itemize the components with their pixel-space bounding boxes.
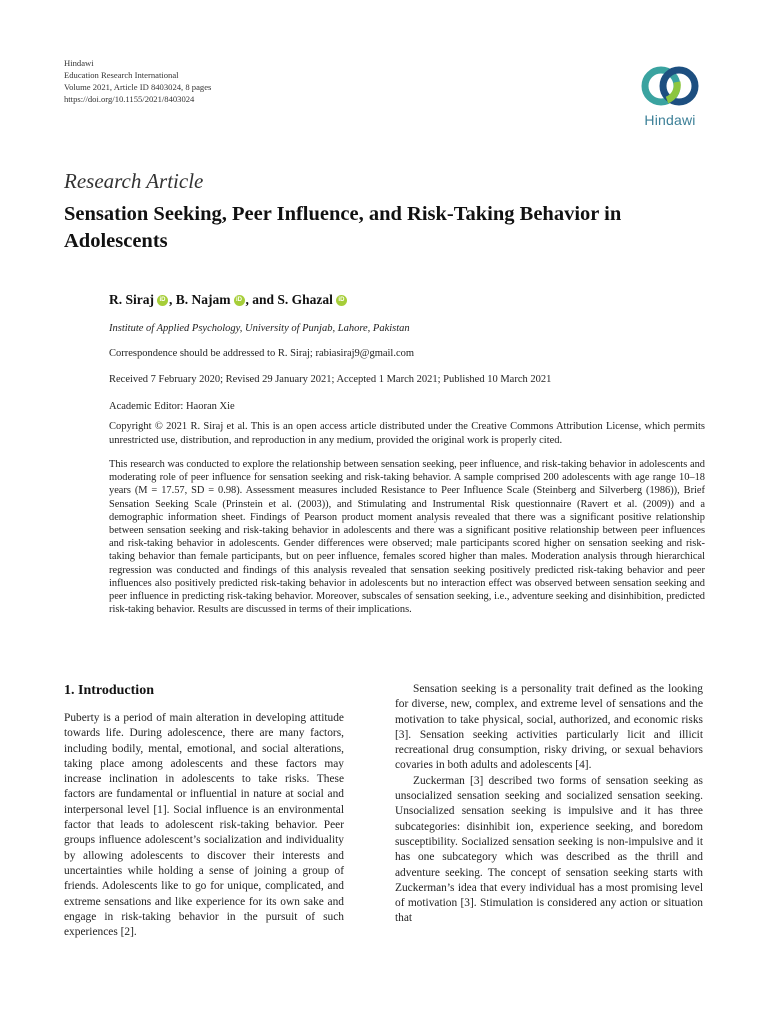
article-title: Sensation Seeking, Peer Influence, and Risk-Taking Behavior in Adolescents (64, 203, 622, 252)
copyright-notice: Copyright © 2021 R. Siraj et al. This is an open access article distributed under the Creative Commons Attribution License, which permits unrestricted use, distribution, and reproduction in any medium, provided the original work is properly cited. (109, 421, 705, 446)
journal-meta (64, 57, 211, 105)
volume-line: Volume 2021, Article ID 8403024, 8 pages (64, 82, 212, 92)
correspondence: Correspondence should be addressed to R. Siraj; rabiasiraj9@gmail.com (109, 348, 415, 359)
abstract: This research was conducted to explore the relationship between sensation seeking, peer influence, and risk-taking behavior in adolescents and moderating role of peer influence for sensation seeking and risk-taking behavior. A sample comprised 200 adolescents with age range 10–18 years (M = 17.57, SD = 0.98). Assessment measures included Resistance to Peer Influence Scale (Steinberg and Silverberg (1986)), Brief Sensation Seeking Scale (Prinstein et al. (2003)), and Stimulating and Instrumental Risk questionnaire (Ravert et al. (2009)) and a demographic information sheet. Findings of Pearson product moment analysis revealed that there was a significant positive relationship between sensation seeking and risk-taking behavior in adolescents and there was a significant positive relationship between peer influences and risk-taking behavior in adolescents. Gender differences were observed; male participants scored higher on sensation seeking and risk-taking behavior than female participants, but on peer influence, females scored higher than males. Moderation analysis through hierarchical regression was conducted and findings of this analysis revealed that sensation seeking positively predicted risk-taking behavior and peer influences also positively predicted risk-taking behavior in adolescents but no interaction effect was observed between sensation seeking and peer influence in predicting risk-taking behavior. Moreover, subscales of sensation seeking, i.e., adventure seeking and disinhibition, predicted risk-taking behavior. Results are discussed in terms of their implications. (109, 459, 705, 616)
right-column (395, 682, 703, 927)
author-list (109, 292, 348, 308)
paragraph: Zuckerman [3] described two forms of sensation seeking as unsocialized sensation seeking and socialized sensation seeking. Unsocialized sensation seeking is impulsive and it has three subcategories: disinhibit ion, experience seeking, and boredom susceptibility. Socialized sensation seeking is non-impulsive and it has one subcategory which was described as the thrill and adventure seeking. The concept of sensation seeking starts with Zuckerman’s idea that every individual has a most promising level of motivation [3]. Stimulation is considered any action or situation that (395, 774, 703, 925)
hindawi-logo-text: Hindawi (644, 112, 696, 128)
author-name[interactable]: R. Siraj (109, 292, 154, 307)
author-name[interactable]: B. Najam (175, 292, 231, 307)
orcid-icon[interactable]: iD (336, 295, 347, 306)
left-column (64, 682, 344, 940)
section-heading: 1. Introduction (64, 683, 154, 698)
author-name[interactable]: S. Ghazal (277, 292, 333, 307)
affiliation: Institute of Applied Psychology, University of Punjab, Lahore, Pakistan (109, 323, 410, 334)
academic-editor: Academic Editor: Haoran Xie (109, 401, 235, 412)
doi-link[interactable]: https://doi.org/10.1155/2021/8403024 (64, 94, 195, 104)
article-type: Research Article (64, 169, 204, 193)
author-separator: , (169, 292, 173, 307)
hindawi-rings-icon (639, 62, 701, 110)
paragraph: Sensation seeking is a personality trait defined as the looking for diverse, new, complex, and extreme level of sensations and the motivation to take physical, social, authorized, and economic risks [3]. Sensation seeking activities particularly licit and illicit recreational drug consumption, risky driving, or sexual behaviors covaries in both adults and adolescents [4]. (395, 683, 703, 772)
paragraph: Puberty is a period of main alteration in developing attitude towards life. During adolescence, there are many factors, including bodily, mental, emotional, and social alterations, taking place among adolescents and these factors may increase inclination in adolescents to take risks. These factors are fundamental or influential in nature at social and interpersonal level [1]. Social influence is an environmental factor that leads to adolescent risk-taking behavior. Peer groups influence adolescent’s socialization and individuality by allowing adolescents to discover their interests and uncertainties while holding a sense of joining a group of friends. Adolescents like to go for unique, complicated, and extreme sensations and like experience for its own sake and engage in risk-taking behavior in the pursuit of such experiences [2]. (64, 712, 344, 939)
journal-name: Education Research International (64, 70, 179, 80)
orcid-icon[interactable]: iD (157, 295, 168, 306)
publisher-name: Hindawi (64, 58, 94, 68)
author-separator: , and (245, 292, 275, 307)
orcid-icon[interactable]: iD (234, 295, 245, 306)
hindawi-logo (632, 62, 708, 128)
publication-dates: Received 7 February 2020; Revised 29 January 2021; Accepted 1 March 2021; Published 10 March 2021 (109, 374, 552, 385)
